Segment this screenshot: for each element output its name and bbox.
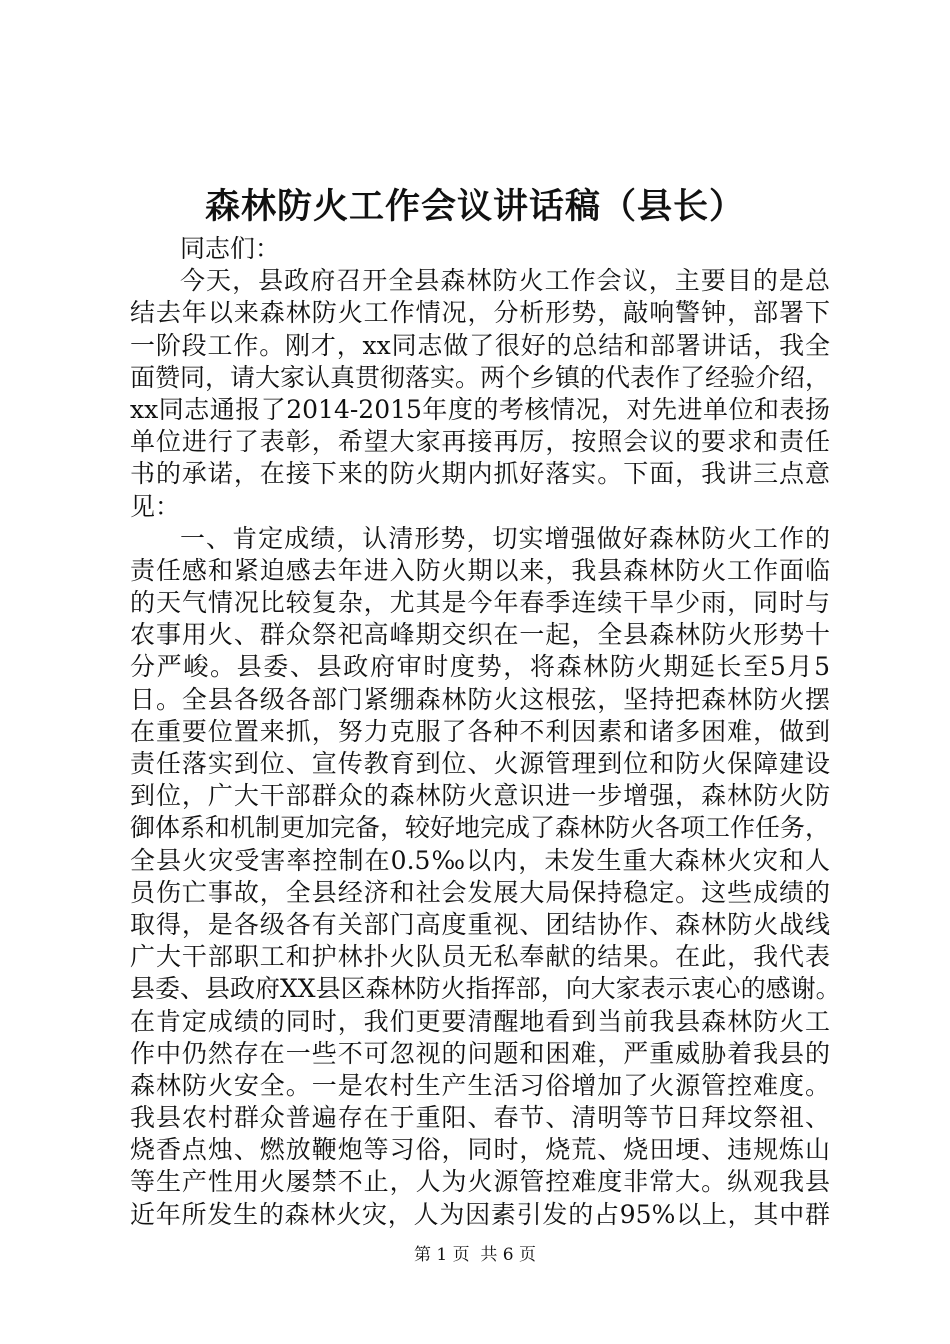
body-line: 一阶段工作。刚才，xx同志做了很好的总结和部署讲话，我全 bbox=[130, 330, 830, 360]
document-title: 森林防火工作会议讲话稿（县长） bbox=[204, 186, 745, 227]
body-line: 结去年以来森林防火工作情况，分析形势，敲响警钟，部署下 bbox=[130, 298, 830, 328]
body-line: 见： bbox=[130, 491, 181, 521]
body-line: 日。全县各级各部门紧绷森林防火这根弦，坚持把森林防火摆 bbox=[130, 684, 830, 714]
section-heading-line: 一、肯定成绩，认清形势，切实增强做好森林防火工作的 bbox=[180, 523, 830, 553]
body-line: 取得，是各级各有关部门高度重视、团结协作、森林防火战线 bbox=[130, 909, 830, 939]
body-line: 单位进行了表彰，希望大家再接再厉，按照会议的要求和责任 bbox=[130, 427, 830, 457]
body-line: 广大干部职工和护林扑火队员无私奉献的结果。在此，我代表 bbox=[130, 942, 830, 972]
body-line: 面赞同，请大家认真贯彻落实。两个乡镇的代表作了经验介绍， bbox=[130, 362, 831, 392]
body-line: 近年所发生的森林火灾，人为因素引发的占95%以上，其中群 bbox=[130, 1199, 830, 1229]
page-number-footer: 第 1 页 共 6 页 bbox=[413, 1245, 537, 1265]
body-line: xx同志通报了2014-2015年度的考核情况，对先进单位和表扬 bbox=[130, 394, 830, 424]
body-line: 的天气情况比较复杂，尤其是今年春季连续干旱少雨，同时与 bbox=[130, 588, 830, 618]
body-line: 御体系和机制更加完备，较好地完成了森林防火各项工作任务， bbox=[130, 813, 831, 843]
body-line: 全县火灾受害率控制在0.5‰以内，未发生重大森林火灾和人 bbox=[130, 845, 830, 875]
document-body bbox=[130, 233, 841, 1231]
body-line: 书的承诺，在接下来的防火期内抓好落实。下面，我讲三点意 bbox=[130, 459, 830, 489]
body-line: 在重要位置来抓，努力克服了各种不利因素和诸多困难，做到 bbox=[130, 716, 830, 746]
salutation-line: 同志们： bbox=[180, 234, 281, 263]
body-line: 县委、县政府XX县区森林防火指挥部，向大家表示衷心的感谢。 bbox=[130, 974, 841, 1004]
body-line: 今天，县政府召开全县森林防火工作会议，主要目的是总 bbox=[180, 266, 830, 296]
body-line: 农事用火、群众祭祀高峰期交织在一起，全县森林防火形势十 bbox=[130, 620, 830, 650]
body-line: 在肯定成绩的同时，我们更要清醒地看到当前我县森林防火工 bbox=[130, 1006, 830, 1036]
body-line: 责任落实到位、宣传教育到位、火源管理到位和防火保障建设 bbox=[130, 749, 830, 778]
body-line: 烧香点烛、燃放鞭炮等习俗，同时，烧荒、烧田埂、违规炼山 bbox=[130, 1135, 830, 1165]
body-line: 到位，广大干部群众的森林防火意识进一步增强，森林防火防 bbox=[130, 781, 830, 811]
body-line: 责任感和紧迫感去年进入防火期以来，我县森林防火工作面临 bbox=[130, 555, 830, 585]
body-line: 森林防火安全。一是农村生产生活习俗增加了火源管控难度。 bbox=[130, 1070, 830, 1100]
body-line: 我县农村群众普遍存在于重阳、春节、清明等节日拜坟祭祖、 bbox=[130, 1103, 830, 1133]
body-line: 分严峻。县委、县政府审时度势，将森林防火期延长至5月5 bbox=[130, 652, 830, 682]
body-line: 作中仍然存在一些不可忽视的问题和困难，严重威胁着我县的 bbox=[130, 1038, 830, 1068]
body-line: 员伤亡事故，全县经济和社会发展大局保持稳定。这些成绩的 bbox=[130, 877, 830, 907]
body-line: 等生产性用火屡禁不止，人为火源管控难度非常大。纵观我县 bbox=[130, 1167, 830, 1197]
